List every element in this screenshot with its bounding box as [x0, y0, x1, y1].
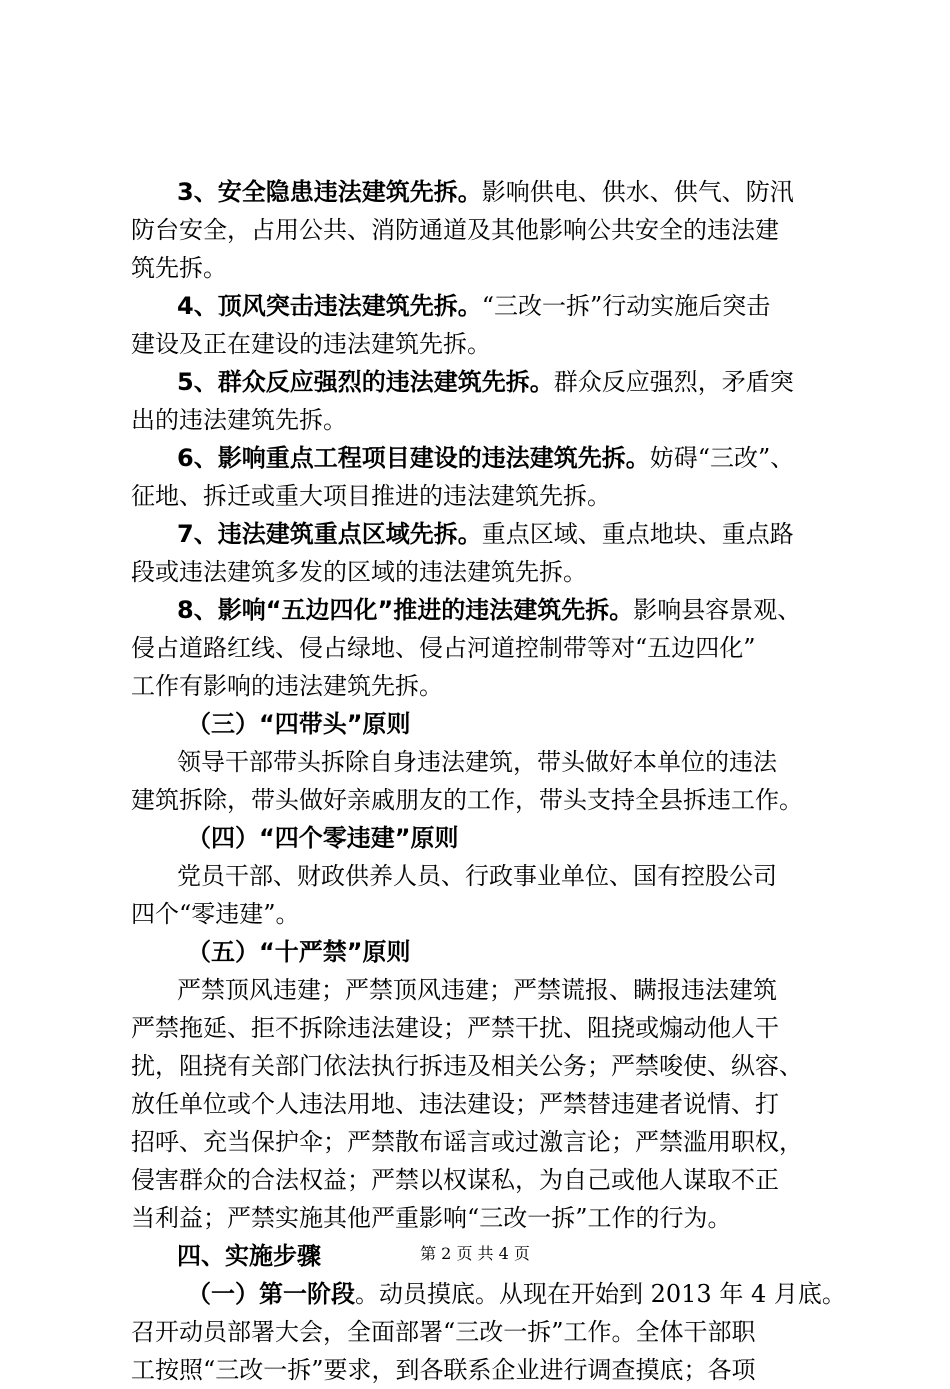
para-line — [131, 325, 847, 363]
para-line — [131, 249, 847, 287]
bold-run: 3、安全隐患违法建筑先拆。 — [177, 178, 482, 206]
para-line — [131, 287, 847, 325]
text-run: 领导干部带头拆除自身违法建筑，带头做好本单位的违法 — [177, 748, 777, 776]
text-run: 侵害群众的合法权益；严禁以权谋私，为自己或他人谋取不正 — [131, 1166, 779, 1194]
bold-run: 7、违法建筑重点区域先拆。 — [177, 520, 482, 548]
para-line — [131, 971, 847, 1009]
para-line — [131, 173, 847, 211]
bold-run: 8、影响“五边四化”推进的违法建筑先拆。 — [177, 596, 634, 624]
text-run: 招呼、充当保护伞；严禁散布谣言或过激言论；严禁滥用职权， — [131, 1128, 803, 1156]
para-line — [131, 401, 847, 439]
para-line — [131, 211, 847, 249]
text-run: 防台安全，占用公共、消防通道及其他影响公共安全的违法建 — [131, 216, 779, 244]
text-run: 扰，阻挠有关部门依法执行拆违及相关公务；严禁唆使、纵容、 — [131, 1052, 803, 1080]
para-line — [131, 1047, 847, 1085]
para-line — [131, 439, 847, 477]
para-line — [131, 1085, 847, 1123]
bold-run: （四）“四个零违建”原则 — [187, 824, 459, 852]
text-run: 出的违法建筑先拆。 — [131, 406, 347, 434]
text-run: 工作有影响的违法建筑先拆。 — [131, 672, 443, 700]
text-run: 影响县容景观、 — [633, 596, 802, 624]
bold-run: 4、顶风突击违法建筑先拆。 — [177, 292, 482, 320]
text-run: 党员干部、财政供养人员、行政事业单位、国有控股公司 — [177, 862, 777, 890]
text-run: 群众反应强烈，矛盾突 — [553, 368, 794, 396]
para-line — [131, 1199, 847, 1237]
para-line — [131, 629, 847, 667]
section-heading — [131, 819, 847, 857]
para-line — [131, 1351, 847, 1389]
text-run: 当利益；严禁实施其他严重影响“三改一拆”工作的行为。 — [131, 1204, 732, 1232]
para-line — [131, 743, 847, 781]
para-line — [131, 363, 847, 401]
para-line — [131, 857, 847, 895]
bold-run: （五）“十严禁”原则 — [187, 938, 411, 966]
para-line — [131, 667, 847, 705]
text-run: 妨碍“三改”、 — [649, 444, 795, 472]
para-line — [131, 1313, 847, 1351]
text-run: 。动员摸底。从现在开始到 2013 年 4 月底。 — [355, 1280, 846, 1308]
text-run: 段或违法建筑多发的区域的违法建筑先拆。 — [131, 558, 587, 586]
bold-run: 四、实施步骤 — [177, 1242, 321, 1270]
para-line — [131, 1123, 847, 1161]
para-line — [131, 591, 847, 629]
text-run: 建设及正在建设的违法建筑先拆。 — [131, 330, 491, 358]
page-footer: 第 2 页 共 4 页 — [420, 1244, 530, 1263]
bold-run: （三）“四带头”原则 — [187, 710, 411, 738]
section-heading — [131, 933, 847, 971]
text-run: 严禁拖延、拒不拆除违法建设；严禁干扰、阻挠或煽动他人干 — [131, 1014, 779, 1042]
para-line — [131, 1161, 847, 1199]
para-line — [131, 895, 847, 933]
text-run: 工按照“三改一拆”要求，到各联系企业进行调查摸底；各项 — [131, 1356, 756, 1384]
text-run: 建筑拆除，带头做好亲戚朋友的工作，带头支持全县拆违工作。 — [131, 786, 803, 814]
document-body — [131, 173, 847, 1389]
text-run: 严禁顶风违建；严禁顶风违建；严禁谎报、瞒报违法建筑 — [177, 976, 777, 1004]
text-run: 筑先拆。 — [131, 254, 227, 282]
bold-run: 6、影响重点工程项目建设的违法建筑先拆。 — [177, 444, 650, 472]
text-run: 影响供电、供水、供气、防汛 — [481, 178, 794, 206]
text-run: 召开动员部署大会，全面部署“三改一拆”工作。全体干部职 — [131, 1318, 756, 1346]
text-run: 征地、拆迁或重大项目推进的违法建筑先拆。 — [131, 482, 611, 510]
text-run: 四个“零违建”。 — [131, 900, 300, 928]
para-line — [131, 1009, 847, 1047]
text-run: 放任单位或个人违法用地、违法建设；严禁替违建者说情、打 — [131, 1090, 779, 1118]
para-line — [131, 1275, 847, 1313]
text-run: 重点区域、重点地块、重点路 — [481, 520, 794, 548]
bold-run: （一）第一阶段 — [187, 1280, 355, 1308]
section-heading — [131, 705, 847, 743]
para-line — [131, 781, 847, 819]
bold-run: 5、群众反应强烈的违法建筑先拆。 — [177, 368, 554, 396]
para-line — [131, 553, 847, 591]
text-run: “三改一拆”行动实施后突击 — [481, 292, 771, 320]
para-line — [131, 515, 847, 553]
text-run: 侵占道路红线、侵占绿地、侵占河道控制带等对“五边四化” — [131, 634, 756, 662]
para-line — [131, 477, 847, 515]
